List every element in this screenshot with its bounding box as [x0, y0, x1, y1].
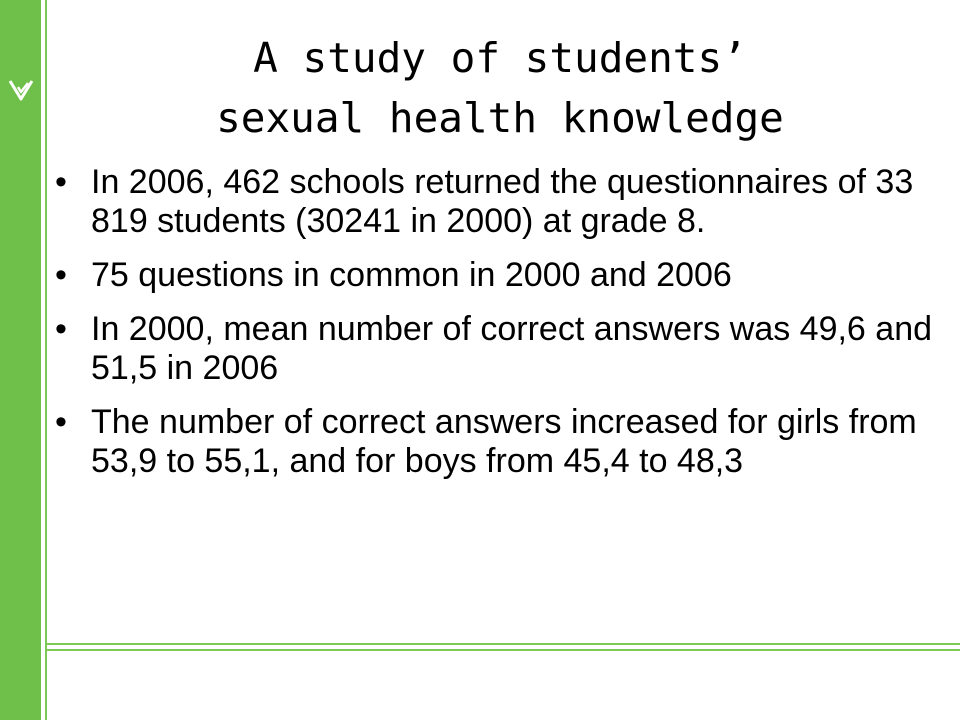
sidebar-divider-line — [45, 0, 47, 720]
bullet-item — [55, 310, 935, 388]
bullet-dot: • — [55, 163, 67, 201]
footer-divider-line-top — [45, 643, 960, 645]
bullet-dot: • — [55, 403, 67, 441]
footer-divider-line-bottom — [45, 649, 960, 651]
green-sidebar — [0, 0, 41, 720]
bullet-item — [55, 256, 935, 295]
bullet-text: In 2000, mean number of correct answers was 49,6 and 51,5 in 2006 — [91, 310, 933, 387]
bullet-dot: • — [55, 310, 67, 348]
slide-title: A study of students’ sexual health knowledge — [216, 34, 784, 142]
bullet-dot: • — [55, 256, 67, 294]
bullet-text: In 2006, 462 schools returned the questionnaires of 33 819 students (30241 in 2000) at grade 8. — [91, 163, 914, 240]
bullet-list — [55, 163, 935, 481]
bullet-item — [55, 403, 935, 481]
bullet-text: The number of correct answers increased for girls from 53,9 to 55,1, and for boys from 45,4 to 48,3 — [91, 403, 917, 480]
leaf-logo-icon — [6, 75, 36, 105]
bullet-item — [55, 163, 935, 241]
bullet-text: 75 questions in common in 2000 and 2006 — [91, 256, 732, 294]
